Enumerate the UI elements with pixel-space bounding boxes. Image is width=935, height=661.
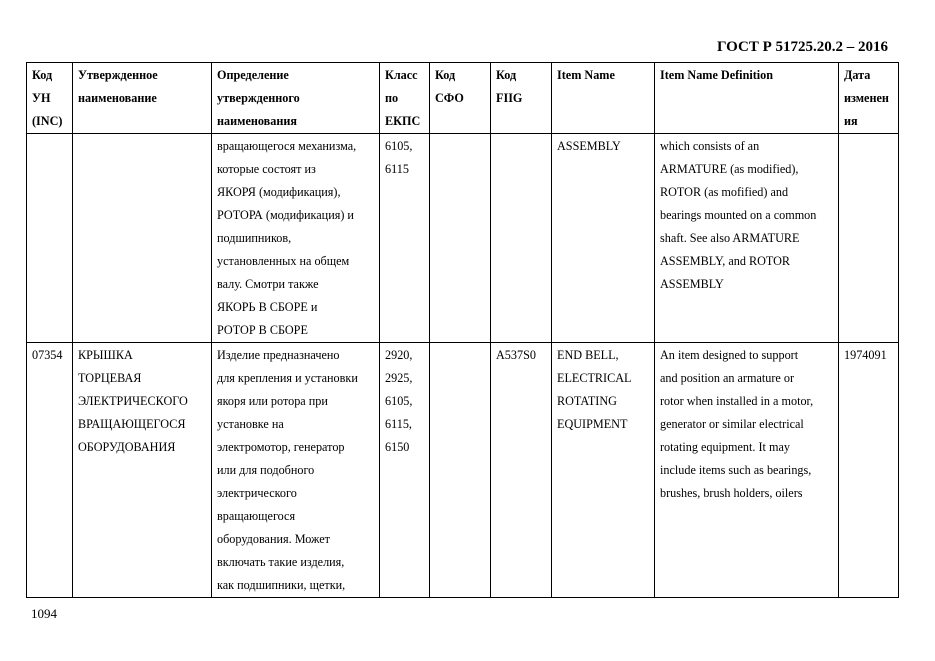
- header-code-inc: Код УН (INC): [27, 63, 73, 134]
- cell-sfo: [430, 134, 491, 343]
- header-sfo: Код СФО: [430, 63, 491, 134]
- header-item-definition: Item Name Definition: [655, 63, 839, 134]
- cell-class: 6105, 6115: [380, 134, 430, 343]
- cell-definition: Изделие предназначено для крепления и установки якоря или ротора при установке на электромотор, генератор или для подобного электрического вращающегося оборудования. Может включать такие изделия, как подшипники, щетки,: [212, 343, 380, 598]
- header-fiig: Код FIIG: [491, 63, 552, 134]
- table-row: [27, 343, 899, 598]
- header-item-name: Item Name: [552, 63, 655, 134]
- header-class: Класс по ЕКПС: [380, 63, 430, 134]
- header-definition: Определение утвержденного наименования: [212, 63, 380, 134]
- cell-item-name: END BELL, ELECTRICAL ROTATING EQUIPMENT: [552, 343, 655, 598]
- cell-class: 2920, 2925, 6105, 6115, 6150: [380, 343, 430, 598]
- cell-sfo: [430, 343, 491, 598]
- classification-table: [26, 62, 899, 598]
- table-header-row: [27, 63, 899, 134]
- document-code: ГОСТ Р 51725.20.2 – 2016: [716, 39, 888, 55]
- cell-fiig: [491, 134, 552, 343]
- cell-item-name: ASSEMBLY: [552, 134, 655, 343]
- cell-fiig: A537S0: [491, 343, 552, 598]
- cell-approved-name: КРЫШКА ТОРЦЕВАЯ ЭЛЕКТРИЧЕСКОГО ВРАЩАЮЩЕГОСЯ ОБОРУДОВАНИЯ: [73, 343, 212, 598]
- page-number: 1094: [31, 606, 57, 621]
- header-date: Дата изменен ия: [839, 63, 899, 134]
- cell-code: [27, 134, 73, 343]
- cell-code: 07354: [27, 343, 73, 598]
- cell-date: [839, 134, 899, 343]
- cell-definition: вращающегося механизма, которые состоят из ЯКОРЯ (модификация), РОТОРА (модификация) и подшипников, установленных на общем валу. Смотри также ЯКОРЬ В СБОРЕ и РОТОР В СБОРЕ: [212, 134, 380, 343]
- cell-approved-name: [73, 134, 212, 343]
- header-approved-name: Утвержденное наименование: [73, 63, 212, 134]
- cell-item-definition: which consists of an ARMATURE (as modified), ROTOR (as mofified) and bearings mounted on a common shaft. See also ARMATURE ASSEMBLY, and ROTOR ASSEMBLY: [655, 134, 839, 343]
- table-row: [27, 134, 899, 343]
- cell-item-definition: An item designed to support and position an armature or rotor when installed in a motor, generator or similar electrical rotating equipment. It may include items such as bearings, brushes, brush holders, oilers: [655, 343, 839, 598]
- cell-date: 1974091: [839, 343, 899, 598]
